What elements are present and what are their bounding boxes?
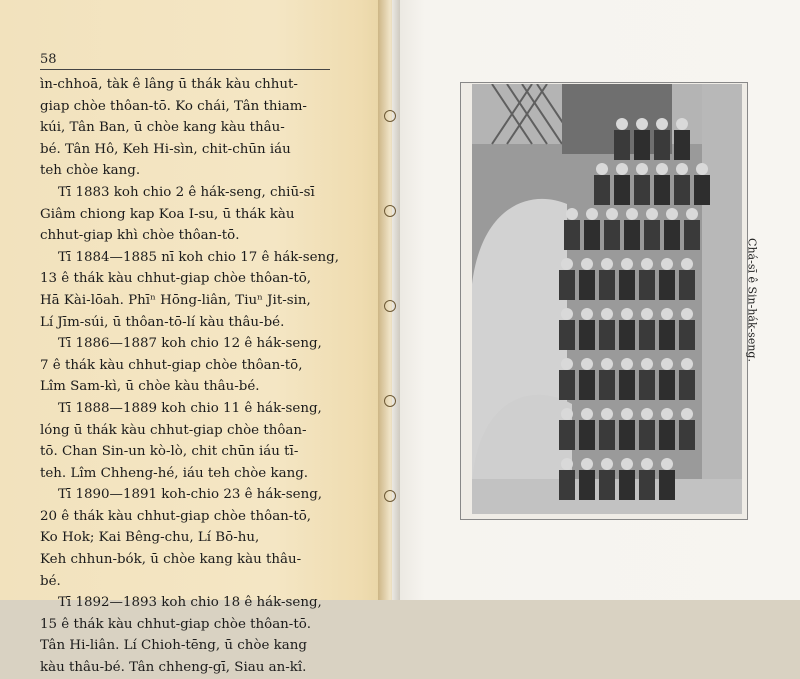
text-line: kàu thâu-bé. Tân chheng-gī, Siau an-kî. — [40, 660, 307, 676]
text-line: Lîm Sam-kì, ū chòe kàu thâu-bé. — [40, 379, 260, 395]
text-line: Tân Hi-liân. Lí Chioh-tēng, ū chòe kang — [40, 638, 307, 654]
text-line: Giâm chiong kap Koa I-su, ū thák kàu — [40, 206, 295, 222]
text-line: Tī 1883 koh chio 2 ê hák-seng, chiū-sī — [58, 184, 315, 200]
text-line: Tī 1890—1891 koh-chio 23 ê hák-seng, — [58, 487, 323, 503]
text-line: giap chòe thôan-tō. Ko chái, Tân thiam- — [40, 98, 307, 114]
photo-caption: Chá-sī ê Sin-hák-seng. — [745, 238, 759, 362]
text-line: Hā Kài-lōah. Phīⁿ Hōng-liân, Tiuⁿ Jit-sin, — [40, 292, 311, 308]
text-line: tō. Chan Sin-un kò-lò, chit chūn iáu tī- — [40, 444, 299, 460]
text-line: 7 ê thák kàu chhut-giap chòe thôan-tō, — [40, 357, 303, 373]
text-line: teh chòe kang. — [40, 163, 141, 179]
binding-stitch — [384, 110, 396, 122]
text-line: bé. Tân Hô, Keh Hi-sìn, chit-chūn iáu — [40, 141, 291, 157]
text-line: 13 ê thák kàu chhut-giap chòe thôan-tō, — [40, 271, 312, 287]
text-line: kúi, Tân Ban, ū chòe kang kàu thâu- — [40, 120, 285, 136]
text-line: Ko Hok; Kai Bêng-chu, Lí Bō-hu, — [40, 530, 260, 546]
text-line: 15 ê thák kàu chhut-giap chòe thôan-tō. — [40, 616, 312, 632]
page-number: 58 — [40, 52, 57, 67]
binding-stitch — [384, 205, 396, 217]
text-line: chhut-giap khì chòe thôan-tō. — [40, 228, 240, 244]
binding-stitch — [384, 300, 396, 312]
text-line: Tī 1884—1885 nī koh chio 17 ê hák-seng, — [58, 249, 339, 265]
text-line: teh. Lîm Chheng-hé, iáu teh chòe kang. — [40, 465, 309, 481]
header-rule — [40, 69, 330, 70]
text-line: 20 ê thák kàu chhut-giap chòe thôan-tō, — [40, 508, 312, 524]
text-line: ìn-chhoā, tàk ê lâng ū thák kàu chhut- — [40, 77, 298, 92]
text-line: Tī 1888—1889 koh chio 11 ê hák-seng, — [58, 400, 322, 416]
text-line: Tī 1892—1893 koh chio 18 ê hák-seng, — [58, 595, 322, 611]
text-column — [40, 74, 340, 679]
text-line: lóng ū thák kàu chhut-giap chòe thôan- — [40, 422, 307, 438]
left-page — [0, 0, 392, 676]
text-line: Keh chhun-bók, ū chòe kang kàu thâu- — [40, 552, 302, 568]
text-line: bé. — [40, 573, 61, 589]
text-line: Lí Jīm-súi, ū thôan-tō-lí kàu thâu-bé. — [40, 314, 285, 330]
binding-stitch — [384, 490, 396, 502]
text-line: Tī 1886—1887 koh chio 12 ê hák-seng, — [58, 336, 322, 352]
binding-stitch — [384, 395, 396, 407]
student-group-photo — [472, 84, 742, 514]
